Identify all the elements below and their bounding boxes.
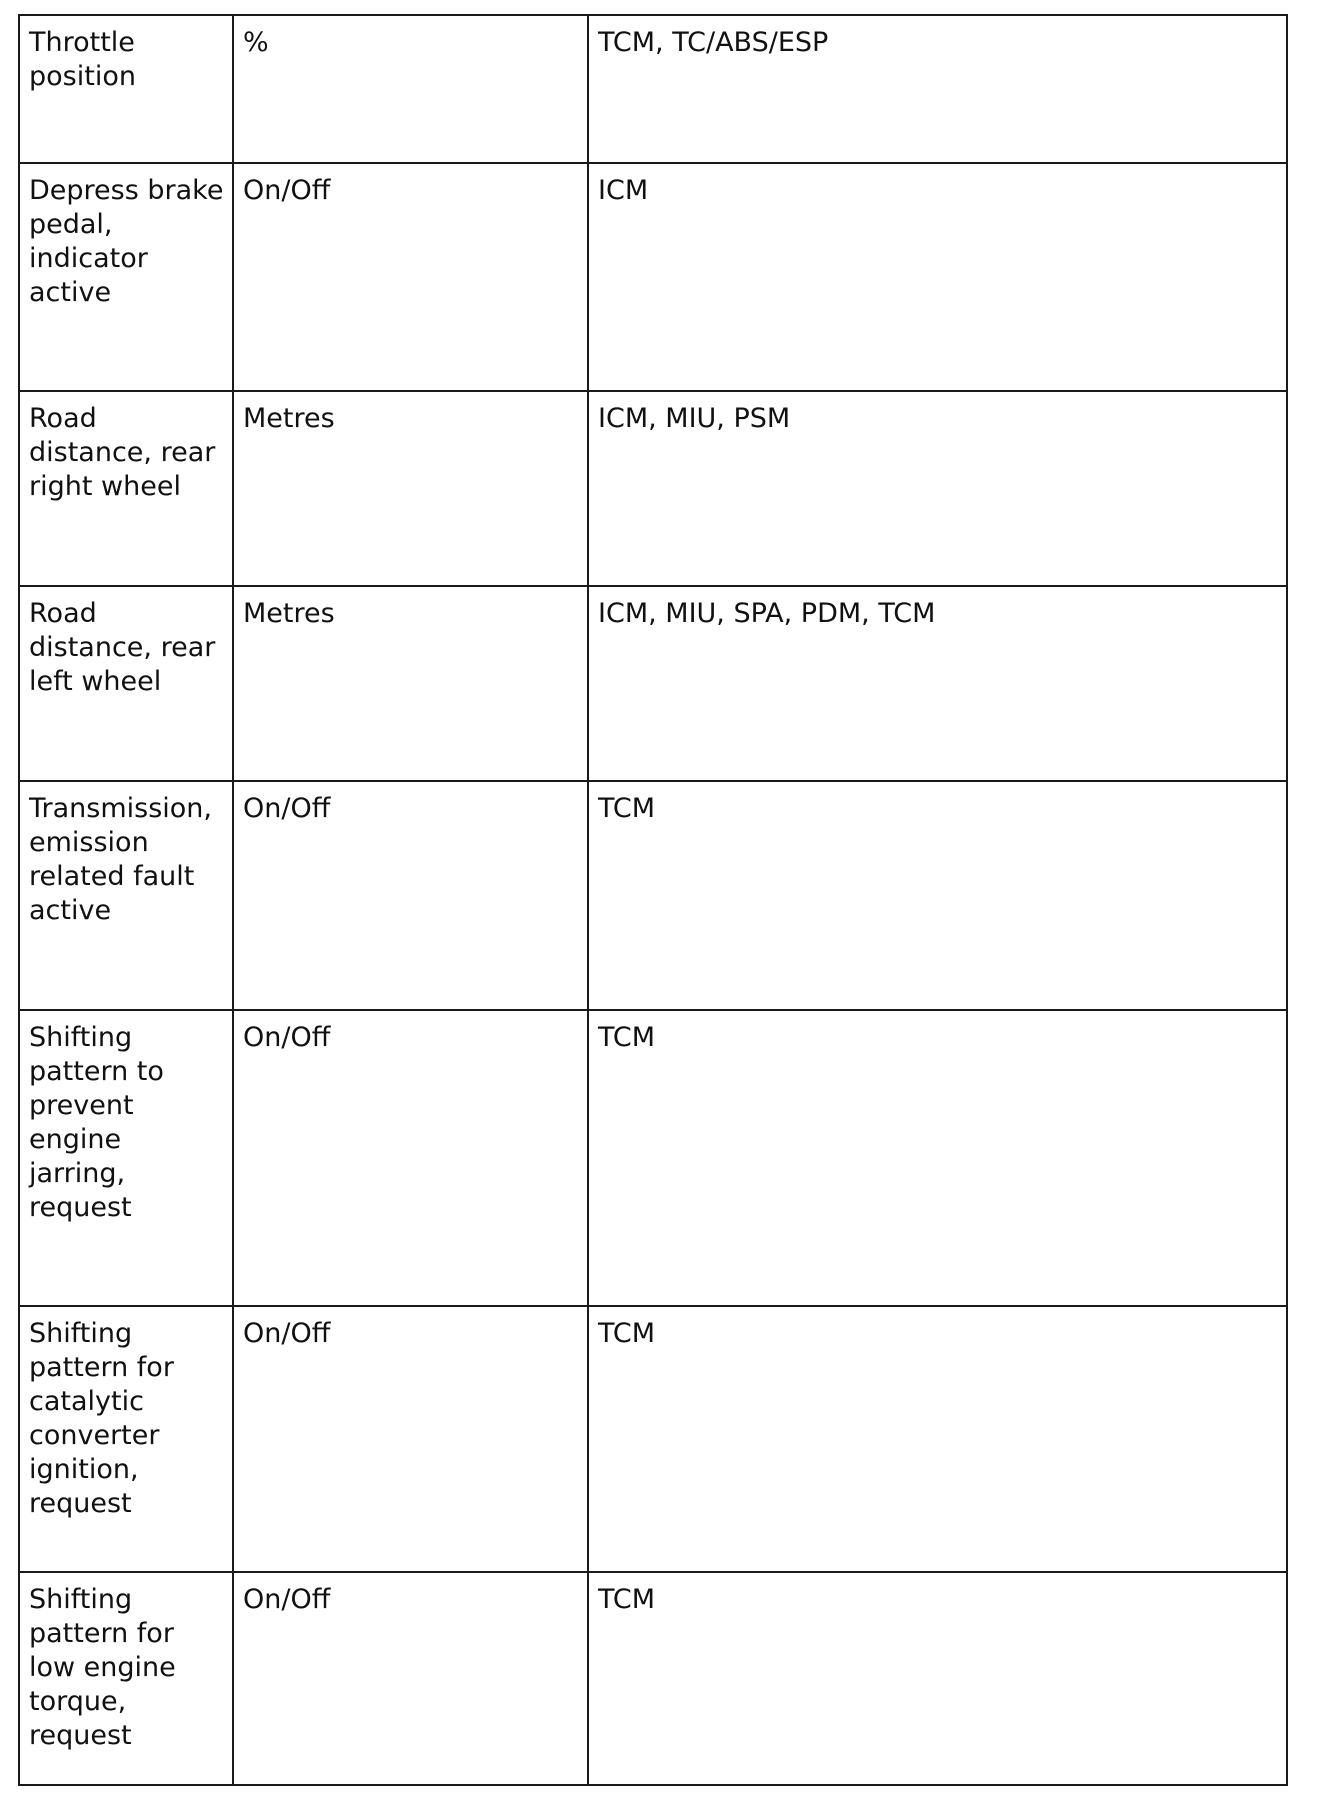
modules-cell: ICM, MIU, SPA, PDM, TCM [588, 586, 1287, 781]
unit-cell: On/Off [233, 1306, 588, 1572]
unit-cell: % [233, 15, 588, 163]
signal-table [18, 14, 1288, 1786]
parameter-cell: Transmission, emission related fault active [19, 781, 233, 1010]
table-row [19, 163, 1287, 391]
parameter-cell: Road distance, rear left wheel [19, 586, 233, 781]
unit-cell: Metres [233, 391, 588, 586]
table-row [19, 781, 1287, 1010]
modules-cell: TCM, TC/ABS/ESP [588, 15, 1287, 163]
modules-cell: TCM [588, 1572, 1287, 1785]
unit-cell: On/Off [233, 1572, 588, 1785]
parameter-cell: Shifting pattern to prevent engine jarring, request [19, 1010, 233, 1306]
unit-cell: On/Off [233, 163, 588, 391]
table-row [19, 1572, 1287, 1785]
parameter-cell: Throttle position [19, 15, 233, 163]
table-row [19, 1306, 1287, 1572]
table-row [19, 586, 1287, 781]
modules-cell: TCM [588, 1010, 1287, 1306]
unit-cell: On/Off [233, 1010, 588, 1306]
parameter-cell: Depress brake pedal, indicator active [19, 163, 233, 391]
table-row [19, 1010, 1287, 1306]
table-row [19, 391, 1287, 586]
modules-cell: ICM, MIU, PSM [588, 391, 1287, 586]
unit-cell: On/Off [233, 781, 588, 1010]
modules-cell: TCM [588, 781, 1287, 1010]
unit-cell: Metres [233, 586, 588, 781]
parameter-cell: Road distance, rear right wheel [19, 391, 233, 586]
parameter-cell: Shifting pattern for low engine torque, request [19, 1572, 233, 1785]
modules-cell: TCM [588, 1306, 1287, 1572]
table-row [19, 15, 1287, 163]
modules-cell: ICM [588, 163, 1287, 391]
parameter-cell: Shifting pattern for catalytic converter ignition, request [19, 1306, 233, 1572]
